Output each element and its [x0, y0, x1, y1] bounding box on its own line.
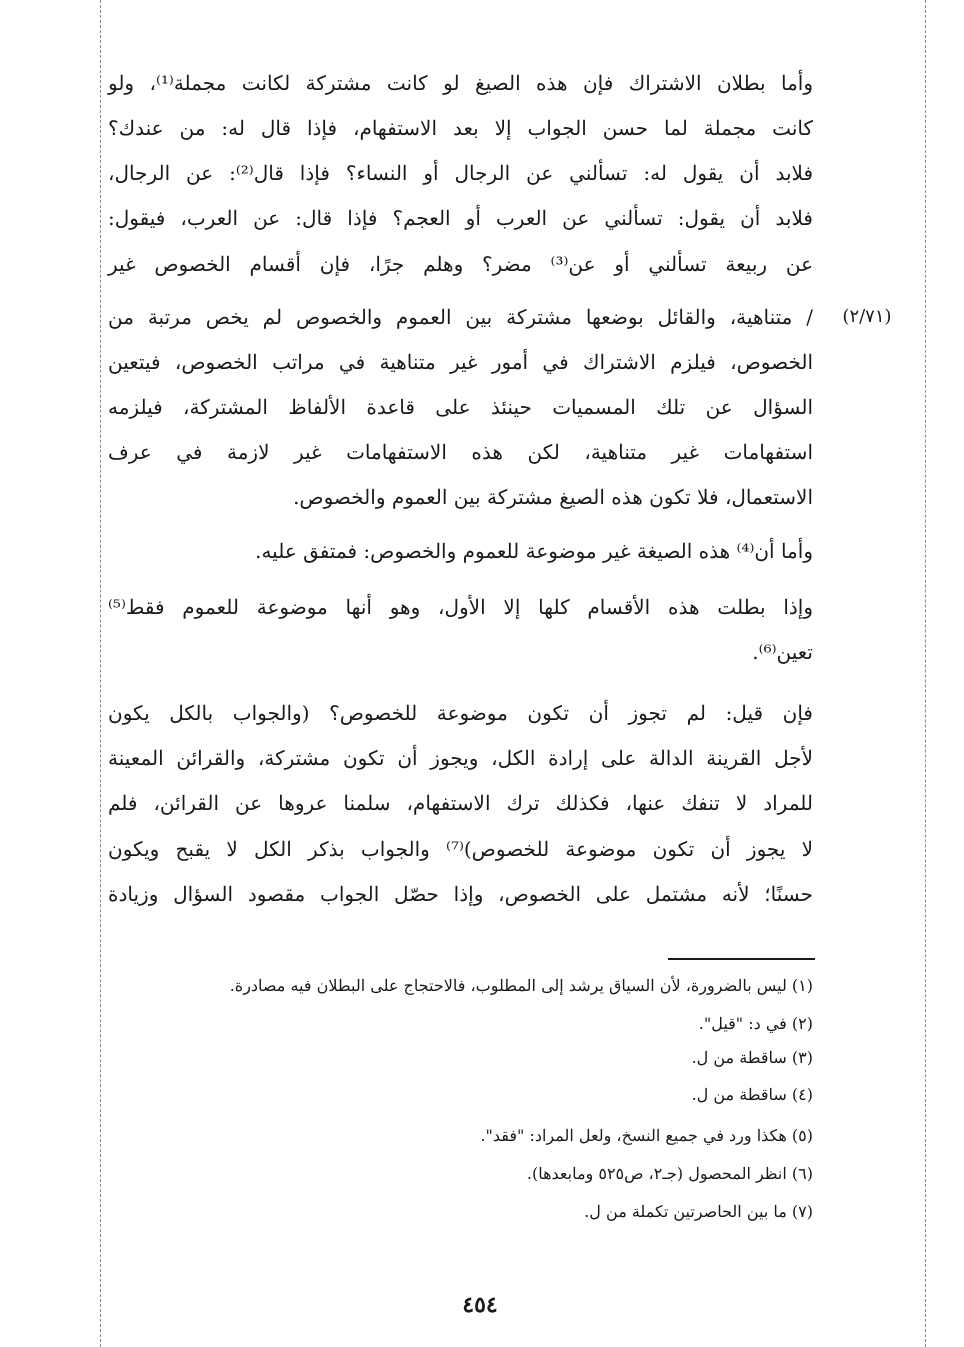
- footnote: (٦) انظر المحصول (جـ٢، ص٥٢٥ ومابعدها).: [526, 1164, 813, 1183]
- body-line: الخصوص، فيلزم الاشتراك في أمور غير متناهية في مراتب الخصوص، فيتعين: [108, 350, 813, 374]
- footnote: (٤) ساقطة من ل.: [691, 1085, 813, 1104]
- page-guide-right: [925, 0, 926, 1347]
- body-line: حسنًا؛ لأنه مشتمل على الخصوص، وإذا حصّل الجواب مقصود السؤال وزيادة: [108, 882, 813, 906]
- footnote: (٢) في د: "قيل".: [698, 1014, 813, 1033]
- body-line: استفهامات غير متناهية، لكن هذه الاستفهامات غير لازمة في عرف: [108, 440, 813, 464]
- body-line: الاستعمال، فلا تكون هذه الصيغ مشتركة بين العموم والخصوص.: [293, 485, 813, 509]
- body-line: وأما أن⁽⁴⁾ هذه الصيغة غير موضوعة للعموم والخصوص: فمتفق عليه.: [255, 539, 813, 563]
- page-number: ٤٥٤: [462, 1292, 498, 1318]
- body-line: تعين⁽⁶⁾.: [752, 640, 813, 664]
- body-line: لا يجوز أن تكون موضوعة للخصوص)⁽⁷⁾ والجواب بذكر الكل لا يقبح ويكون: [108, 837, 814, 861]
- page-guide-left: [100, 0, 101, 1347]
- body-line: فلابد أن يقول: تسألني عن العرب أو العجم؟ فإذا قال: عن العرب، فيقول:: [108, 206, 813, 230]
- footnote: (٣) ساقطة من ل.: [691, 1048, 813, 1067]
- footnote-separator: [668, 958, 815, 960]
- body-line: / متناهية، والقائل بوضعها مشتركة بين العموم والخصوص لم يخص مرتبة من: [108, 305, 813, 329]
- body-line: فإن قيل: لم تجوز أن تكون موضوعة للخصوص؟ (والجواب بالكل يكون: [108, 701, 813, 725]
- body-line: وإذا بطلت هذه الأقسام كلها إلا الأول، وهو أنها موضوعة للعموم فقط⁽⁵⁾: [108, 595, 813, 619]
- footnote: (١) ليس بالضرورة، لأن السياق يرشد إلى المطلوب، فالاحتجاج على البطلان فيه مصادرة.: [229, 976, 813, 995]
- body-line: السؤال عن تلك المسميات حينئذ على قاعدة الألفاظ المشتركة، فيلزمه: [108, 395, 813, 419]
- body-line: وأما بطلان الاشتراك فإن هذه الصيغ لو كانت مشتركة لكانت مجملة⁽¹⁾، ولو: [108, 71, 814, 95]
- body-line: كانت مجملة لما حسن الجواب إلا بعد الاستفهام، فإذا قال له: من عندك؟: [108, 116, 813, 140]
- body-line: فلابد أن يقول له: تسألني عن الرجال أو النساء؟ فإذا قال⁽²⁾: عن الرجال،: [108, 161, 813, 185]
- footnote: (٥) هكذا ورد في جميع النسخ، ولعل المراد: "فقد".: [480, 1126, 813, 1145]
- body-line: لأجل القرينة الدالة على إرادة الكل، ويجوز أن تكون مشتركة، والقرائن المعينة: [108, 746, 813, 770]
- footnote: (٧) ما بين الحاصرتين تكملة من ل.: [584, 1202, 813, 1221]
- body-line: للمراد لا تنفك عنها، فكذلك ترك الاستفهام، سلمنا عروها عن القرائن، فلم: [108, 791, 813, 815]
- margin-page-reference: (٢/٧١): [842, 306, 892, 327]
- body-line: عن ربيعة تسألني أو عن⁽³⁾ مضر؟ وهلم جرًا، فإن أقسام الخصوص غير: [108, 252, 814, 276]
